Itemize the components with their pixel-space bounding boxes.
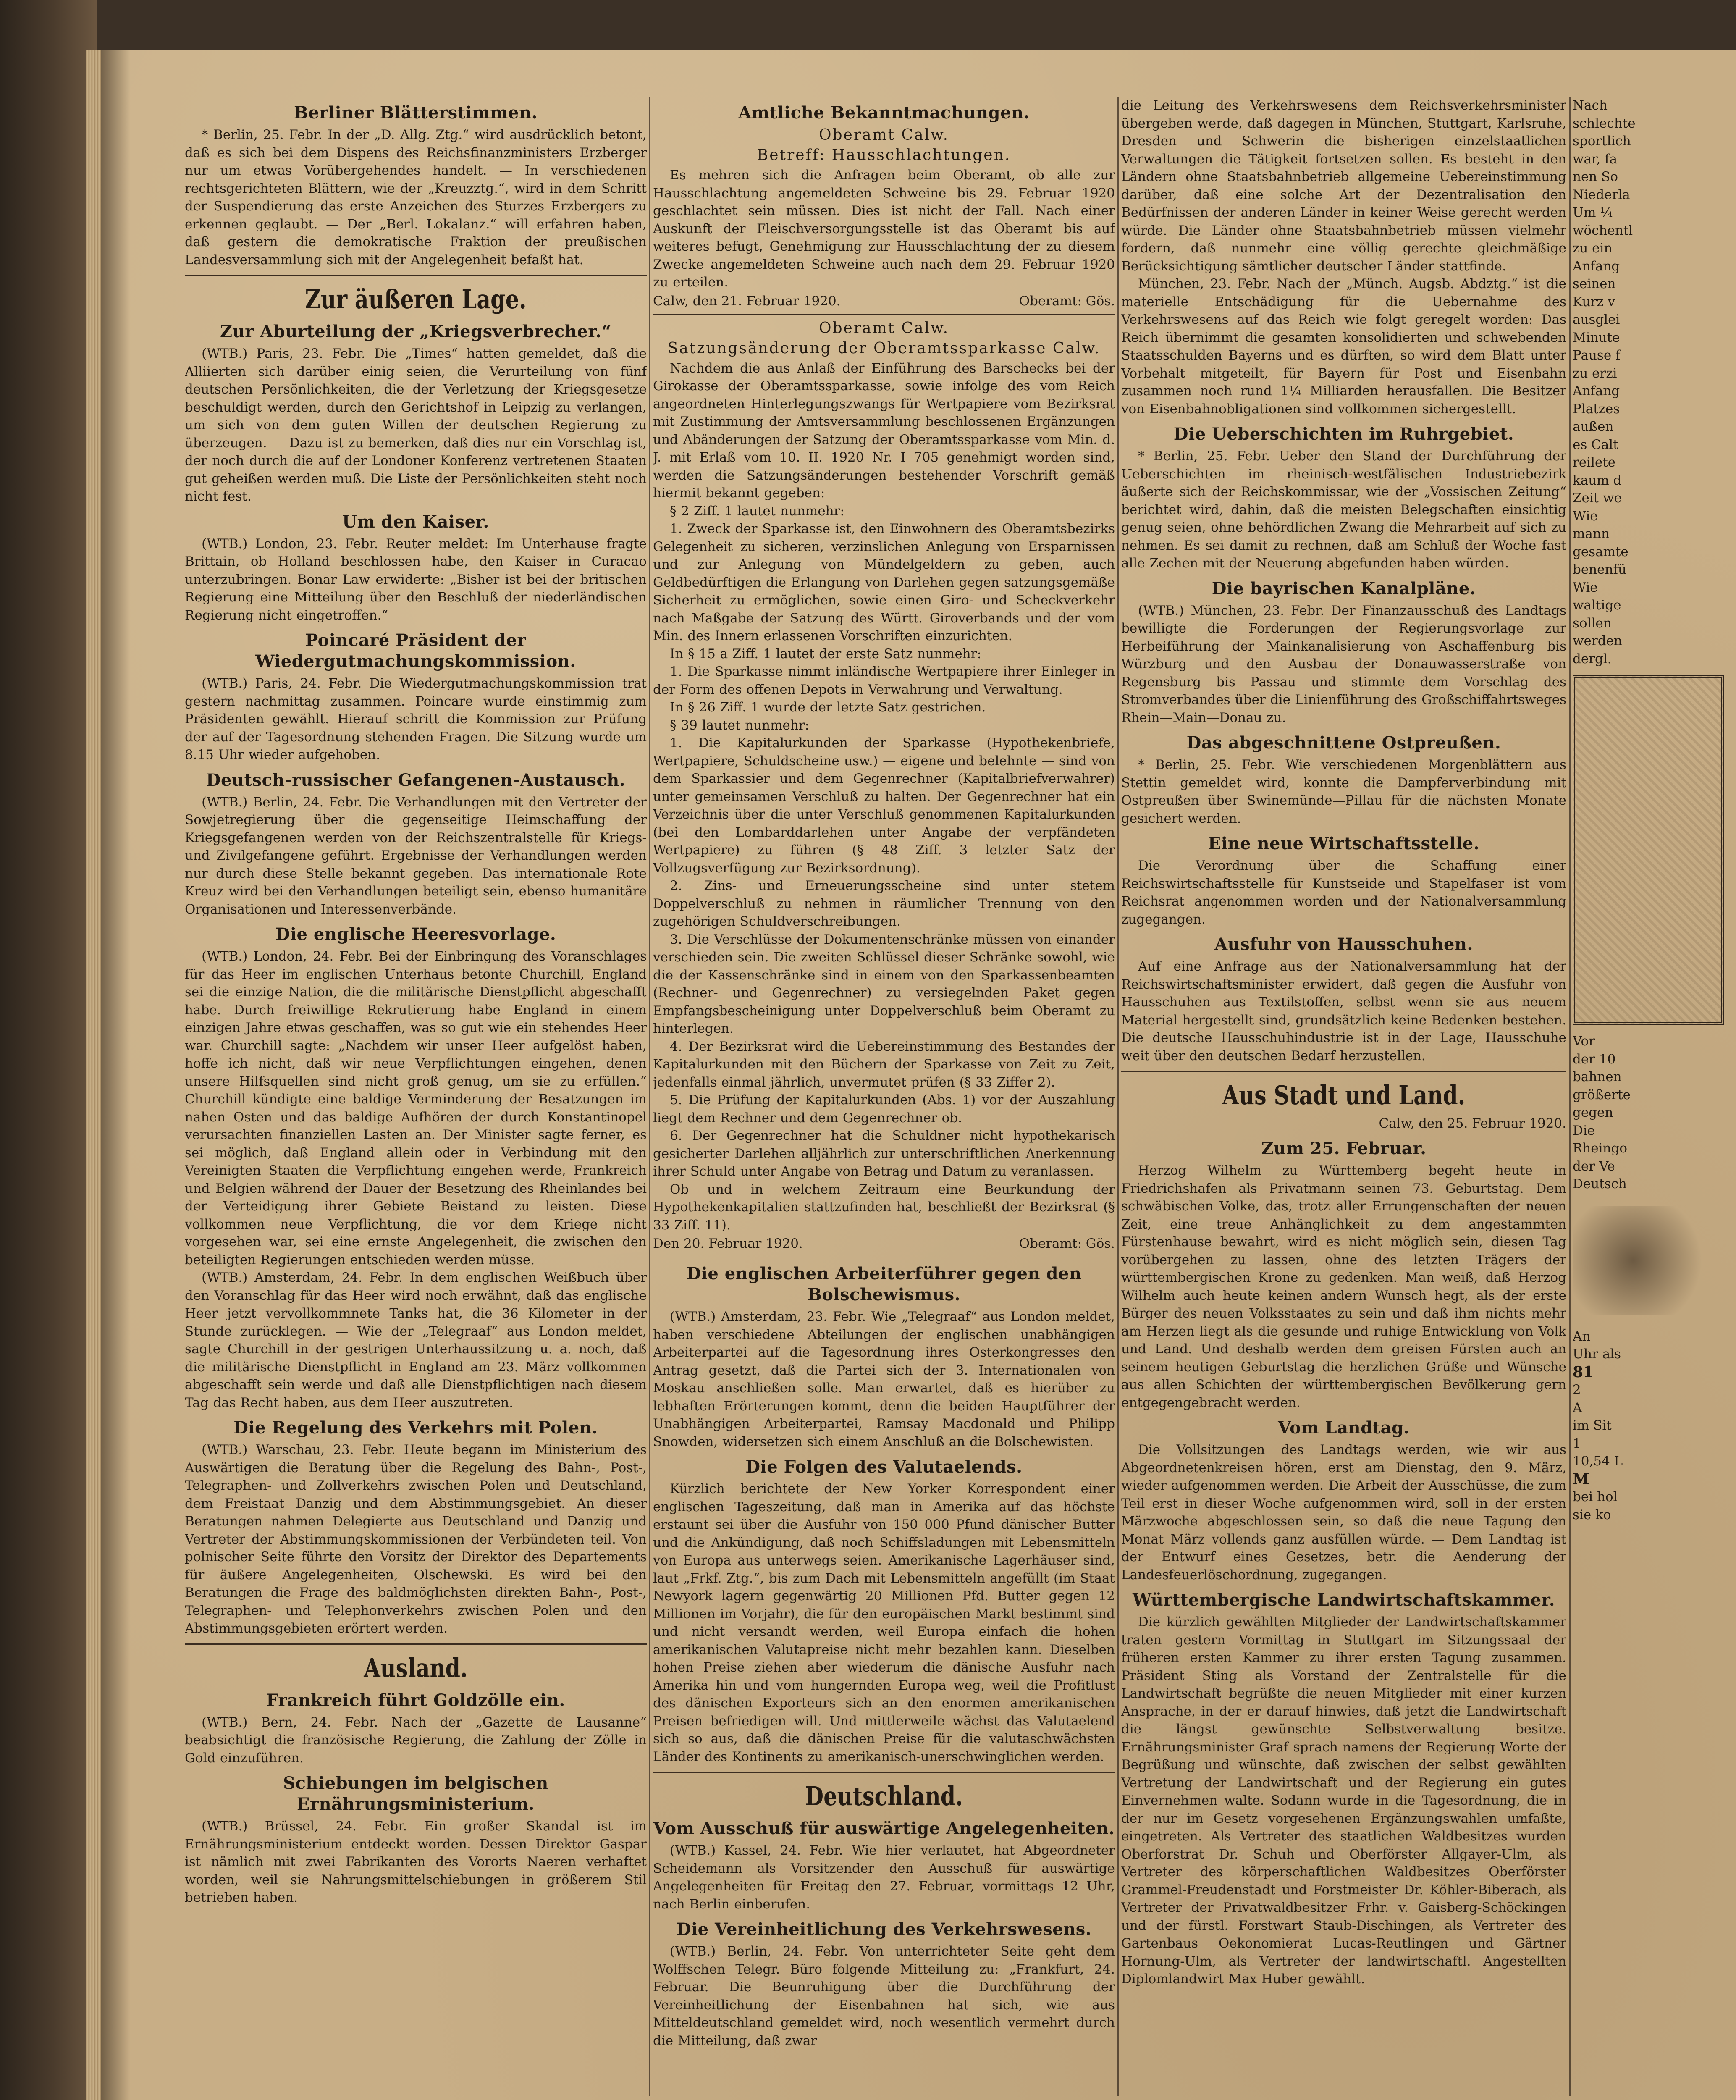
article-text: § 2 Ziff. 1 lautet nunmehr:	[670, 503, 844, 519]
column-rule	[649, 97, 650, 2096]
article-heading: Die englischen Arbeiterführer gegen den Bolschewismus.	[686, 1264, 1082, 1305]
ornament-illustration	[1573, 1206, 1724, 1315]
article-text: (WTB.) London, 23. Febr. Reuter meldet: Im Unterhause fragte Brittain, ob Holland beschlossen habe, den Kaiser in Curacao unterzubringen. Bonar Law erwiderte: „Bisher ist bei der britischen Regierung eine Mitteilung über den Beschluß der niederländischen Regierung nicht eingetroffen.“	[185, 536, 647, 623]
text-fragment: es Calt	[1573, 437, 1618, 452]
article-ostpreussen	[1121, 732, 1566, 827]
text-fragment: Anfang	[1573, 258, 1620, 274]
article-heading: Um den Kaiser.	[342, 512, 489, 532]
column-2	[653, 97, 1115, 2050]
article-text: Auf eine Anfrage aus der Nationalversammlung hat der Reichswirtschaftsminister erwidert, daß gegen die Ausfuhr von Hausschuhen aus Textilstoffen, selbst wenn sie aus neuem Material hergestellt sind, grundsätzlich keine Bedenken bestehen. Die deutsche Hausschuhindustrie ist in der Lage, Hausschuhe weit über den deutschen Bedarf herzustellen.	[1121, 959, 1566, 1063]
text-fragment: wöchentl	[1573, 223, 1633, 238]
article-text: 3. Die Verschlüsse der Dokumentenschränke müssen von einander verschieden sein. Die zweiten Schlüssel dieser Schränke sowohl, wie die der Kassenschränke sind in einem von den Sparkassenbeamten (Rechner- und Gegenrechner) zu versiegelnden Paket gegen Empfangsbescheinigung unter Doppelverschluß beim Oberamt zu hinterlegen.	[653, 932, 1115, 1036]
article-verkehrswesen-continued	[1121, 97, 1566, 418]
text-fragment: Um ¼	[1573, 205, 1613, 220]
signature-date: Calw, den 21. Februar 1920.	[653, 293, 841, 309]
article-heading: Deutsch-russischer Gefangenen-Austausch.	[206, 770, 626, 790]
article-kaiser	[185, 512, 647, 625]
text-fragment: seinen	[1573, 276, 1616, 291]
notice-signature	[653, 292, 1115, 310]
article-heading: Amtliche Bekanntmachungen.	[738, 103, 1030, 123]
article-text: Die Verordnung über die Schaffung einer Reichswirtschaftsstelle für Kunstseide und Stapelfaser ist vom Reichsrat angenommen worden und der Nationalversammlung zugegangen.	[1121, 858, 1566, 927]
text-fragment: größerte	[1573, 1087, 1631, 1102]
article-text: 1. Die Sparkasse nimmt inländische Wertpapiere ihrer Einleger in der Form des offenen Depots in Verwahrung und Verwaltung.	[653, 664, 1115, 697]
text-fragment: waltige	[1573, 598, 1621, 613]
article-heading: Die Folgen des Valutaelends.	[745, 1457, 1023, 1477]
article-heading: Die Vereinheitlichung des Verkehrswesens.	[676, 1919, 1092, 1939]
text-fragment: Minute	[1573, 330, 1620, 345]
text-fragment: Uhr als	[1573, 1347, 1621, 1362]
article-text: 2. Zins- und Erneuerungsscheine sind unter stetem Doppelverschluß zu nehmen in räumlicher Trennung von den zugehörigen Schuldverschreibungen.	[653, 878, 1115, 929]
text-fragment: 2	[1573, 1382, 1581, 1397]
text-fragment: nen So	[1573, 169, 1618, 184]
article-text: (WTB.) Warschau, 23. Febr. Heute begann im Ministerium des Auswärtigen die Beratung über die Regelung des Bahn-, Post-, Telegraphen- und Zollverkehrs zwischen Polen und Deutschland, dem Freistaat Danzig und dem Abstimmungsgebiet. An dieser Beratungen nahmen Delegierte aus Deutschland und Danzig und Vertreter der Abstimmungskommissionen der Verbündeten teil. Von polnischer Seite führte den Vorsitz der Direktor des Departements für äußere Angelegenheiten, Olschewski. Es wird bei den Beratungen die Frage des baldmöglichsten direkten Bahn-, Post-, Telegraphen- und Telephonverkehrs zwischen Polen und den Abstimmungsgebieten erörtert werden.	[185, 1442, 647, 1636]
section-rule	[185, 1643, 647, 1645]
signature-date: Den 20. Februar 1920.	[653, 1236, 803, 1251]
article-text: (WTB.) London, 24. Febr. Bei der Einbringung des Voranschlages für das Heer im englischen Unterhaus betonte Churchill, England sei die einzige Nation, die die militärische Dienstpflicht abgeschafft habe. Durch freiwillige Rekrutierung habe England in einem einzigen Jahre etwas geschaffen, was so gut wie ein stehendes Heer war. Churchill sagte: „Nachdem wir unser Heer aufgelöst haben, hoffe ich nicht, daß wir neue Verpflichtungen eingehen, denen unsere Hilfsquellen sind nicht groß genug, um sie zu erfüllen.“ Churchill kündigte eine baldige Verminderung der Besatzungen im nahen Osten und das baldige Aufhören der durch Konstantinopel verursachten finanziellen Lasten an. Der Minister sagte ferner, es sei möglich, daß England allein oder in Verbindung mit den Vereinigten Staaten die Verpflichtung eingehen werde, Frankreich und Belgien während der Dauer der Besetzung des Rheinlandes bei der Verteidigung ihrer Gebiete Beistand zu leisten. Diese vollkommen neue Verpflichtung, die vor dem Kriege nicht vorgesehen war, sei eine ernste Angelegenheit, die zwischen den beteiligten Regierungen entschieden werden müsse.	[185, 949, 647, 1268]
article-text: (WTB.) Amsterdam, 23. Febr. Wie „Telegraaf“ aus London meldet, haben verschiedene Abteilungen der englischen unabhängigen Arbeiterpartei auf die Tagesordnung ihres Osterkongresses den Antrag gesetzt, daß die Partei sich der 3. Internationalen von Moskau anschließen solle. Man erwartet, daß es hierüber zu lebhaften Erörterungen kommt, denn die beiden Hauptführer der Unabhängigen Arbeiterpartei, Ramsay Macdonald und Philipp Snowden, widersetzen sich einem Anschluß an die Bolschewisten.	[653, 1309, 1115, 1449]
notice-subject: Betreff: Hausschlachtungen.	[757, 147, 1011, 164]
article-kanalplaene	[1121, 578, 1566, 727]
section-heading-ausland: Ausland.	[364, 1652, 468, 1683]
fragment-group	[1573, 1328, 1736, 1524]
article-text: 4. Der Bezirksrat wird die Uebereinstimmung des Bestandes der Kapitalurkunden mit den Büchern der Sparkasse von Zeit zu Zeit, jedenfalls einmal jährlich, unvermutet prüfen (§ 33 Ziffer 2).	[653, 1039, 1115, 1090]
article-heeresvorlage	[185, 924, 647, 1412]
article-verkehrswesen	[653, 1919, 1115, 2050]
section-rule	[1121, 1071, 1566, 1072]
article-verkehr-polen	[185, 1418, 647, 1638]
section-rule	[653, 314, 1115, 315]
article-text: * Berlin, 25. Febr. Ueber den Stand der Durchführung der Ueberschichten im rheinisch-westfälischen Industriebezirk äußerte sich der Reichskommissar, wie der „Vossischen Zeitung“ berichtet wird, dahin, daß die meisten Belegschaften einsichtig genug seien, ohne behördlichen Zwang die Mehrarbeit auf sich zu nehmen. Es sei damit zu rechnen, daß am Schluß der Woche fast alle Zechen mit der Neuerung abgefunden haben würden.	[1121, 449, 1566, 571]
text-fragment: im Sit	[1573, 1418, 1612, 1433]
text-fragment: gesamte	[1573, 544, 1628, 559]
text-fragment: kaum d	[1573, 472, 1622, 488]
article-text: (WTB.) Berlin, 24. Febr. Von unterrichteter Seite geht dem Wolffschen Telegr. Büro folgende Mitteilung zu: „Frankfurt, 24. Februar. Die Beunruhigung über die Durchführung der Vereinheitlichung der Eisenbahnen hat sich, wie aus Mitteldeutschland gemeldet wird, noch wesentlich vermehrt durch die Mitteilung, daß zwar	[653, 1944, 1115, 2048]
article-landwirtschaftskammer	[1121, 1590, 1566, 1988]
article-heading: Vom Ausschuß für auswärtige Angelegenheiten.	[653, 1819, 1115, 1838]
text-fragment: sie ko	[1573, 1507, 1611, 1522]
article-heading: Das abgeschnittene Ostpreußen.	[1186, 733, 1501, 753]
article-text: (WTB.) Kassel, 24. Febr. Wie hier verlautet, hat Abgeordneter Scheidemann als Vorsitzender den Ausschuß für auswärtige Angelegenheiten für Freitag den 27. Februar, vormittags 12 Uhr, nach Berlin einberufen.	[653, 1843, 1115, 1912]
text-fragment: Zeit we	[1573, 491, 1622, 506]
article-text: die Leitung des Verkehrswesens dem Reichsverkehrsminister übergeben werde, daß dagegen in München, Stuttgart, Karlsruhe, Dresden und Schwerin die bisherigen einzelstaatlichen Verwaltungen die Tätigkeit fortsetzen sollen. Es besteht in den Ländern ohne Staatsbahnbetrieb allgemeine Uebereinstimmung darüber, daß eine solche Art der Dezentralisation den Bedürfnissen der anderen Länder in keiner Weise gerecht werden würde. Die Länder ohne Staatsbahnbetrieb müssen vielmehr fordern, daß nunmehr eine völlig gerechte gleichmäßige Berücksichtigung sämtlicher deutscher Länder stattfinde.	[1121, 98, 1566, 274]
article-text: 6. Der Gegenrechner hat die Schuldner nicht hypothekarisch gesicherter Darlehen alljährlich zur unterschriftlichen Anerkennung ihrer Schuld unter Angabe von Betrag und Datum zu veranlassen.	[653, 1128, 1115, 1179]
article-heading: Frankreich führt Goldzölle ein.	[266, 1690, 565, 1710]
notice-signature	[653, 1235, 1115, 1252]
article-text: * Berlin, 25. Febr. Wie verschiedenen Morgenblättern aus Stettin gemeldet wird, konnte die Dampferverbindung mit Ostpreußen über Swinemünde—Pillau für die nächsten Monate gesichert werden.	[1121, 757, 1566, 826]
book-edge	[0, 0, 97, 2100]
article-text: (WTB.) Bern, 24. Febr. Nach der „Gazette de Lausanne“ beabsichtigt die französische Regierung, die Zahlung der Zölle in Gold einzuführen.	[185, 1714, 647, 1766]
text-fragment: Wie	[1573, 508, 1598, 524]
article-text: 1. Zweck der Sparkasse ist, den Einwohnern des Oberamtsbezirks Gelegenheit zu sicheren, verzinslichen Anlegung von Ersparnissen und zur Anlegung von Mündelgeldern zu geben, auch Geldbedürftigen die Erlangung von Darlehen gegen satzungsgemäße Sicherheit zu ermöglichen, sowie einen Giro- und Scheckverkehr nach Maßgabe der Satzung des Württ. Giroverbands und der vom Min. des Innern erlassenen Vorschriften einzurichten.	[653, 521, 1115, 643]
fragment-group	[1573, 1032, 1736, 1193]
article-arbeiterfuehrer	[653, 1263, 1115, 1451]
article-text: Herzog Wilhelm zu Württemberg begeht heute in Friedrichshafen als Privatmann seinen 73. Geburtstag. Dem schwäbischen Volke, das, trotz aller Errungenschaften der neuen Zeit, eine treue Anhänglichkeit zu dem angestammten Fürstenhause bewahrt, wird es nicht möglich sein, diesen Tag vorübergehen zu lassen, ohne des letzten Trägers der württembergischen Krone zu gedenken. Man weiß, daß Herzog Wilhelm auch heute keinen andern Wunsch hegt, als der erste Bürger des neuen Volksstaates zu sein und daß ihm nichts mehr am Herzen liegt als die gesunde und ruhige Entwicklung von Volk und Land. Und deshalb werden dem greisen Fürsten auch an seinem heutigen Geburtstag die herzlichen Grüße und Wünsche aus allen Schichten der württembergischen Bevölkerung gern entgegengebracht werden.	[1121, 1163, 1566, 1410]
article-text: In § 26 Ziff. 1 wurde der letzte Satz gestrichen.	[670, 700, 986, 715]
article-text: § 39 lautet nunmehr:	[670, 717, 809, 733]
notice-hausschlachtungen	[653, 102, 1115, 310]
text-fragment: schlechte	[1573, 116, 1636, 131]
text-fragment: gegen	[1573, 1105, 1613, 1120]
advertisement-box	[1573, 675, 1724, 1025]
text-fragment: 81	[1573, 1363, 1594, 1381]
article-heading: Die Regelung des Verkehrs mit Polen.	[233, 1418, 598, 1438]
column-3	[1121, 97, 1566, 1988]
article-heading: Die Ueberschichten im Ruhrgebiet.	[1173, 424, 1514, 444]
text-fragment: Nach	[1573, 98, 1608, 113]
article-text: (WTB.) Paris, 23. Febr. Die „Times“ hatten gemeldet, daß die Alliierten sich darüber einig seien, die Verurteilung von fünf deutschen Persönlichkeiten, die der Verletzung der Kriegsgesetze beschuldigt werden, durch den Gerichtshof in Leipzig zu verlangen, um sich von dem guten Willen der deutschen Regierung zu überzeugen. — Dazu ist zu bemerken, daß dies nur ein Vorschlag ist, der noch durch die auf der Londoner Konferenz vertretenen Staaten gut geheißen werden muß. Die Liste der Persönlichkeiten steht noch nicht fest.	[185, 346, 647, 504]
text-fragment: mann	[1573, 526, 1610, 541]
column-rule	[1569, 97, 1571, 2096]
text-fragment: Wie	[1573, 580, 1598, 595]
column-1	[185, 97, 647, 1907]
text-fragment: zu ein	[1573, 241, 1613, 256]
dateline-text: Calw, den 25. Februar 1920.	[1379, 1116, 1566, 1131]
text-fragment: bahnen	[1573, 1069, 1622, 1084]
text-fragment: Deutsch	[1573, 1176, 1627, 1192]
article-wirtschaftsstelle	[1121, 833, 1566, 928]
article-gefangenen-austausch	[185, 770, 647, 919]
text-fragment: Niederla	[1573, 187, 1630, 202]
section-rule	[185, 275, 647, 276]
article-heading: Württembergische Landwirtschaftskammer.	[1132, 1590, 1555, 1610]
text-fragment: ausglei	[1573, 312, 1620, 327]
article-landtag	[1121, 1418, 1566, 1584]
article-heading: Zur Aburteilung der „Kriegsverbrecher.“	[220, 322, 612, 341]
article-zum-25-februar	[1121, 1138, 1566, 1412]
text-fragment: bei hol	[1573, 1489, 1618, 1504]
column-4-cropped	[1573, 97, 1736, 1524]
article-text: (WTB.) Paris, 24. Febr. Die Wiedergutmachungskommission trat gestern nachmittag zusammen. Poincare wurde einstimmig zum Präsidenten gewählt. Hierauf schritt die Kommission zur Prüfung der auf der Tagesordnung stehenden Fragen. Die Sitzung wurde um 8.15 Uhr wieder aufgehoben.	[185, 676, 647, 762]
article-hausschuhe	[1121, 934, 1566, 1065]
text-fragment: Pause f	[1573, 348, 1621, 363]
article-heading: Die bayrischen Kanalpläne.	[1212, 578, 1476, 598]
article-heading: Die englische Heeresvorlage.	[275, 924, 556, 944]
article-text: Kürzlich berichtete der New Yorker Korrespondent einer englischen Tageszeitung, daß man in Amerika auf das höchste erstaunt sei über die Ausfuhr von 150 000 Pfund dänischer Butter und die Ankündigung, daß noch Schiffsladungen mit Lebensmitteln von Europa aus unterwegs seien. Amerikanische Lagerhäuser sind, laut „Frkf. Ztg.“, bis zum Dach mit Lebensmitteln angefüllt (im Staat Newyork lagern gegenwärtig 20 Millionen Pfd. Butter gegen 12 Millionen im Vorjahr), die für den europäischen Markt bestimmt sind und nicht versandt werden, weil Europa einfach die hohen amerikanischen Valutapreise nicht mehr bezahlen kann. Dieselben hohen Preise ziehen aber wiederum die dänische Ausfuhr nach Amerika hin und vom hungernden Europa weg, weil die Profitlust des dänischen Exporteurs sich an den enormen amerikanischen Preisen befriedigen will. Und mittlerweile wächst das Valutaelend sich so aus, daß die dänischen Preise für die valutaschwächsten Länder des Kontinents zu amerikanisch-unerschwinglichen werden.	[653, 1481, 1115, 1764]
article-heading: Berliner Blätterstimmen.	[294, 103, 538, 123]
article-text: 5. Die Prüfung der Kapitalurkunden (Abs. 1) vor der Auszahlung liegt dem Rechner und dem Gegenrechner ob.	[653, 1092, 1115, 1126]
text-fragment: der Ve	[1573, 1158, 1615, 1174]
text-fragment: Rheingo	[1573, 1141, 1628, 1156]
article-text: (WTB.) München, 23. Febr. Der Finanzausschuß des Landtags bewilligte die Forderungen der Regierungsvorlage zur Herbeiführung der Mainkanalisierung von Aschaffenburg bis Würzburg und den Ausbau der Donauwasserstraße von Regensburg bis Passau und stimmte dem Vorschlag des Stromverbandes über die Linienführung des Großschiffahrtsweges Rhein—Main—Donau zu.	[1121, 603, 1566, 725]
article-ruhrgebiet	[1121, 424, 1566, 572]
text-fragment: benenfü	[1573, 562, 1626, 577]
article-text: In § 15 a Ziff. 1 lautet der erste Satz nunmehr:	[670, 646, 982, 662]
text-fragment: außen	[1573, 419, 1614, 434]
article-ausschuss	[653, 1818, 1115, 1913]
office-name: Oberamt Calw.	[818, 126, 949, 144]
article-heading: Eine neue Wirtschaftsstelle.	[1208, 834, 1480, 853]
article-text: München, 23. Febr. Nach der „Münch. Augsb. Abdztg.“ ist die materielle Entschädigung für die Uebernahme des Verkehrswesens auf das Reich wie folgt geregelt worden: Das Reich übernimmt die gesamten konsolidierten und schwebenden Staatsschulden Bayerns und es dürften, so wird dem Blatt unter Vorbehalt mitgeteilt, für Bayern für Post und Eisenbahn zusammen noch rund 1¼ Milliarden herausfallen. Die Besitzer von Eisenbahnobligationen sind vollkommen sichergestellt.	[1121, 276, 1566, 417]
article-text: Die kürzlich gewählten Mitglieder der Landwirtschaftskammer traten gestern Vormittag in Stuttgart im Sitzungssaal der früheren ersten Kammer zu ihrer ersten Tagung zusammen. Präsident Sting als Vorstand der Zentralstelle für die Landwirtschaft begrüßte die neuen Mitglieder mit einer kurzen Ansprache, in der er darauf hinwies, daß jetzt die Landwirtschaft die längst gewünschte Selbstverwaltung besitze. Ernährungsminister Graf sprach namens der Regierung Worte der Begrüßung und wünschte, daß zwischen der selbst gewählten Vertretung der Landwirtschaft und der Regierung ein gutes Einvernehmen walte. Sodann wurde in die Tagesordnung, die in der nur im Gesetz vorgesehenen Ergänzungswahlen umfaßte, eingetreten. Als Vertreter des staatlichen Waldbesitzes wurden Oberforstrat Dr. Schuh und Oberförster Allgayer-Ulm, als Vertreter des körperschaftlichen Waldbesitzes Oberförster Grammel-Freudenstadt und Forstmeister Dr. Köhler-Biberach, als Vertreter der Privatwaldbesitzer Frhr. v. Gaisberg-Schöckingen und der fürstl. Forstwart Staub-Dischingen, als Vertreter des Gartenbaus Oekonomierat Lucas-Reutlingen und Gärtner Hornung-Ulm, als Vertreter der landwirtschaftl. Angestellten Diplomlandwirt Max Huber gewählt.	[1121, 1614, 1566, 1987]
text-fragment: A	[1573, 1400, 1582, 1415]
article-text: 1. Die Kapitalurkunden der Sparkasse (Hypothekenbriefe, Wertpapiere, Schuldscheine usw.) — eigene und belehnte — sind von dem Sparkassier und dem Gegenrechner (Kapitalbriefverwahrer) unter gemeinsamen Verschluß zu halten. Der Gegenrechner hat ein Verzeichnis über die unter Verschluß genommenen Kapitalurkunden (bei den Lombarddarlehen unter Angabe der verpfändeten Wertpapiere) zu führen (§ 48 Ziff. 3 letzter Satz der Vollzugsverfügung zur Bezirksordnung).	[653, 735, 1115, 876]
article-heading: Zum 25. Februar.	[1261, 1139, 1427, 1158]
section-heading-deutschland: Deutschland.	[805, 1781, 963, 1811]
notice-subject: Satzungsänderung der Oberamtssparkasse Calw.	[667, 339, 1101, 357]
article-text: (WTB.) Berlin, 24. Febr. Die Verhandlungen mit den Vertreter der Sowjetregierung über die gegenseitige Heimschaffung der Kriegsgefangenen werden von der Reichszentralstelle für Kriegs- und Zivilgefangene geführt. Ergebnisse der Verhandlungen werden nur durch diese Stelle bekannt gegeben. Das internationale Rote Kreuz wird bei den Verhandlungen beteiligt sein, ebenso humanitäre Organisationen und Interessenverbände.	[185, 794, 647, 917]
text-fragment: dergl.	[1573, 651, 1612, 667]
text-fragment: 10,54 L	[1573, 1454, 1623, 1469]
article-heading: Ausfuhr von Hausschuhen.	[1214, 934, 1473, 954]
article-schiebungen	[185, 1773, 647, 1907]
notice-satzungsaenderung	[653, 319, 1115, 1253]
text-fragment: sportlich	[1573, 134, 1631, 149]
office-name: Oberamt Calw.	[818, 319, 949, 337]
text-fragment: sollen	[1573, 615, 1612, 631]
article-text: Es mehren sich die Anfragen beim Oberamt, ob alle zur Hausschlachtung angemeldeten Schweine bis 29. Februar 1920 geschlachtet sein müssen. Dies ist nicht der Fall. Nach einer Auskunft der Fleischversorgungsstelle ist das Oberamt bis auf weiteres befugt, Genehmigung zur Hausschlachtung der zu diesem Zwecke angemeldeten Schweine auch nach dem 29. Februar 1920 zu erteilen.	[653, 168, 1115, 290]
text-fragment: reilete	[1573, 455, 1616, 470]
text-fragment: An	[1573, 1328, 1591, 1344]
article-text: (WTB.) Brüssel, 24. Febr. Ein großer Skandal ist im Ernährungsministerium entdeckt worden. Dessen Direktor Gaspar ist nämlich mit zwei Fabrikanten des Vororts Naeren verhaftet worden, weil sie Nahrungsmittelschiebungen in größerem Stil betrieben haben.	[185, 1819, 647, 1905]
text-fragment: Die	[1573, 1123, 1595, 1138]
text-fragment: zu erzi	[1573, 365, 1617, 381]
article-text: * Berlin, 25. Febr. In der „D. Allg. Ztg.“ wird ausdrücklich betont, daß es sich bei dem Dispens des Reichsfinanzministers Erzberger nur um etwas Vorübergehendes handelt. — In verschiedenen rechtsgerichteten Blättern, wie der „Kreuzztg.“, wird in dem Schritt der Suspendierung das erste Anzeichen des Sturzes Erzbergers zu erkennen geglaubt. — Der „Berl. Lokalanz.“ will erfahren haben, daß gestern die demokratische Fraktion der preußischen Landesversammlung sich mit der Angelegenheit befaßt hat.	[185, 127, 647, 268]
text-fragment: Anfang	[1573, 383, 1620, 399]
article-heading: Poincaré Präsident der Wiedergutmachungskommission.	[255, 630, 576, 671]
text-fragment: der 10	[1573, 1051, 1616, 1067]
text-fragment: M	[1573, 1470, 1589, 1488]
article-valutaelend	[653, 1457, 1115, 1766]
article-poincare	[185, 630, 647, 764]
article-text: Ob und in welchem Zeitraum eine Beurkundung der Hypothekenkapitalien stattzufinden hat, beschließt der Bezirksrat (§ 33 Ziff. 11).	[653, 1181, 1115, 1233]
article-kriegsverbrecher	[185, 321, 647, 506]
signature-office: Oberamt: Gös.	[1019, 293, 1115, 309]
column-rule	[1117, 97, 1119, 2096]
article-text: Die Vollsitzungen des Landtags werden, wie wir aus Abgeordnetenkreisen hören, erst am Dienstag, den 9. März, wieder aufgenommen werden. Die Arbeit der Ausschüsse, die zum Teil erst in dieser Woche aufgenommen wird, soll in der ersten Märzwoche abgeschlossen sein, so daß die neue Tagung den Monat März vollends ganz ausfüllen würde. — Dem Landtag ist der Entwurf eines Gesetzes, betr. die Aenderung der Landesfeuerlöschordnung, zugegangen.	[1121, 1442, 1566, 1583]
gutter-shadow	[101, 50, 130, 2100]
text-fragment: Platzes	[1573, 401, 1620, 417]
section-rule	[653, 1772, 1115, 1773]
section-heading-aussere-lage: Zur äußeren Lage.	[305, 284, 527, 315]
text-fragment: war, fa	[1573, 151, 1618, 167]
section-heading-stadt-land: Aus Stadt und Land.	[1222, 1080, 1466, 1110]
article-text: (WTB.) Amsterdam, 24. Febr. In dem englischen Weißbuch über den Voranschlag für das Heer wird noch erwähnt, daß das englische Heer jetzt vervollkommnete Tanks hat, die 36 Kilometer in der Stunde zurücklegen. — Wie der „Telegraaf“ aus London meldet, sagte Churchill in der gestrigen Unterhaussitzung u. a. noch, daß die militärische Dienstpflicht in England am 23. März vollkommen abgeschafft sein werde und daß alle Dienstpflichtigen nach diesem Tag das Recht haben, aus dem Heer auszutreten.	[185, 1270, 647, 1410]
article-heading: Schiebungen im belgischen Ernährungsministerium.	[283, 1773, 548, 1814]
fragment-group	[1573, 97, 1736, 668]
article-goldzoelle	[185, 1690, 647, 1767]
article-berliner-blaetterstimmen	[185, 102, 647, 269]
text-fragment: werden	[1573, 633, 1622, 648]
signature-office: Oberamt: Gös.	[1019, 1236, 1115, 1251]
article-heading: Vom Landtag.	[1278, 1418, 1410, 1438]
text-fragment: 1	[1573, 1436, 1581, 1451]
text-fragment: Kurz v	[1573, 294, 1615, 310]
text-fragment: Vor	[1573, 1034, 1595, 1049]
dateline	[1121, 1115, 1566, 1132]
article-text: Nachdem die aus Anlaß der Einführung des Barschecks bei der Girokasse der Oberamtssparkasse, sowie infolge des vom Reich angeordneten Hinterlegungszwangs für Wertpapiere vom Bezirksrat mit Zustimmung der Amtsversammlung beschlossenen Ergänzungen und Abänderungen der Satzung der Oberamtssparkasse vom Min. d. J. mit Erlaß vom 10. II. 1920 Nr. I 705 genehmigt worden sind, werden die Satzungsänderungen bestehender Vorschrift gemäß hiermit bekannt gegeben:	[653, 360, 1115, 501]
